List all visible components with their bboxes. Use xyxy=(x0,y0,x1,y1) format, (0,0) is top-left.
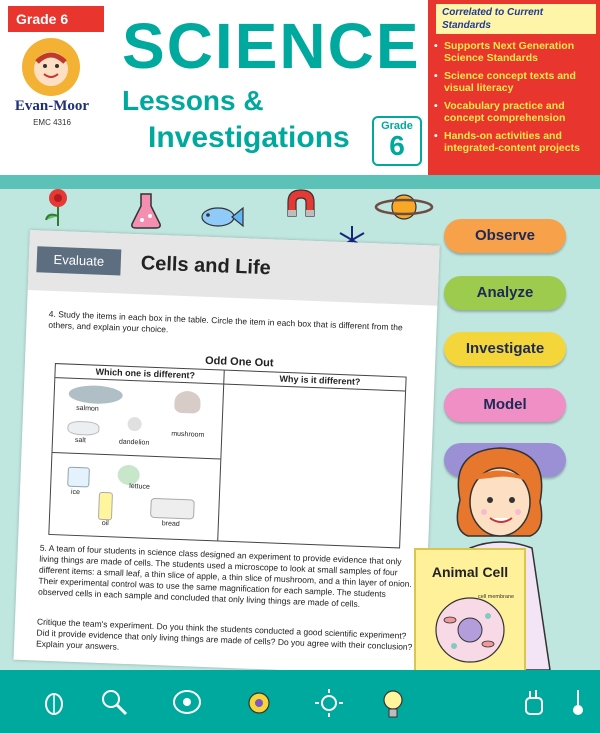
logo-face-icon xyxy=(34,52,68,86)
cell-diagram-icon xyxy=(430,590,510,670)
skill-pill-observe: Observe xyxy=(444,219,566,253)
table-row-divider xyxy=(52,452,220,459)
salt-image xyxy=(67,421,100,436)
question-4: 4. Study the items in each box in the table. Circle the item in each box that is different from the others, and explain your choice. xyxy=(48,308,403,335)
column-header: Why is it different? xyxy=(279,373,361,387)
feature-item xyxy=(434,70,598,98)
features-panel xyxy=(428,0,600,175)
feature-text: Vocabulary practice and concept comprehension xyxy=(444,100,566,124)
bullet-icon: • xyxy=(434,130,438,142)
magnet-icon xyxy=(284,188,318,218)
column-header: Which one is different? xyxy=(95,366,196,381)
worksheet-title: Cells and Life xyxy=(140,252,272,280)
odd-one-out-table xyxy=(48,363,406,548)
question-5: 5. A team of four students in science class designed an experiment to provide evidence that only living things are made of cells. The students used a microscope to look at small samples of four different items: a small leaf, a thin slice of apple, a thin slice of mushroom, and a thin layer of onion. Their experimental control was to use the same magnification for each sample. The students observed cells in each sample and concluded that only living things are made of cells. xyxy=(37,542,412,609)
table-column-divider xyxy=(217,371,225,541)
bug-icon xyxy=(40,688,68,716)
flower-icon xyxy=(40,186,76,226)
table-item: salmon xyxy=(76,404,99,413)
product-code: EMC 4316 xyxy=(33,118,71,127)
animal-cell-title: Animal Cell xyxy=(431,564,509,580)
table-caption: Odd One Out xyxy=(204,354,274,370)
evaluate-tab: Evaluate xyxy=(36,246,121,275)
feature-text: Supports Next Generation Science Standards xyxy=(444,40,575,64)
oil-image xyxy=(98,492,113,521)
flask-icon xyxy=(128,190,164,230)
bullet-icon: • xyxy=(434,100,438,112)
salmon-image xyxy=(68,385,123,405)
bullet-icon: • xyxy=(434,70,438,82)
publisher-logo xyxy=(10,38,94,130)
table-item: bread xyxy=(161,520,180,528)
grade-box-number: 6 xyxy=(389,130,405,161)
lightbulb-icon xyxy=(380,688,406,720)
subtitle-line2: Investigations xyxy=(148,121,350,154)
cell-icon xyxy=(172,688,202,716)
table-item: dandelion xyxy=(118,438,150,447)
dandelion-image xyxy=(127,417,142,432)
planet-icon xyxy=(374,190,434,224)
mushroom-image xyxy=(174,391,201,414)
skill-pill-model: Model xyxy=(444,388,566,422)
grade-box-label: Grade xyxy=(381,120,413,132)
grade-tab: Grade 6 xyxy=(8,6,104,32)
cell-label: cell membrane xyxy=(478,594,515,600)
grade-box xyxy=(372,116,422,166)
feature-item xyxy=(434,100,598,128)
question-5-critique: Critique the team's experiment. Do you think the students conducted a good scientific experiment? Did it provide evidence that only living things are made of cells? Do you agree with their conclusion? Explain your answers. xyxy=(35,616,413,652)
feature-item xyxy=(434,40,598,68)
skill-pill-investigate: Investigate xyxy=(444,332,566,366)
worksheet-page xyxy=(13,230,439,675)
gear-icon xyxy=(244,688,274,718)
subtitle-line1: Lessons & xyxy=(122,85,264,116)
book-title: SCIENCE xyxy=(122,10,421,82)
table-item: mushroom xyxy=(171,430,205,439)
skill-pill-analyze: Analyze xyxy=(444,276,566,310)
ice-image xyxy=(67,467,90,488)
publisher-name: Evan-Moor xyxy=(14,98,90,114)
teal-stripe xyxy=(0,175,600,189)
table-item: lettuce xyxy=(129,483,150,491)
feature-text: Science concept texts and visual literacy xyxy=(444,70,576,94)
bullet-icon: • xyxy=(434,40,438,52)
footer-band xyxy=(0,670,600,733)
table-item: oil xyxy=(101,519,109,528)
feature-item xyxy=(434,130,598,170)
table-item: ice xyxy=(70,488,81,497)
fish-icon xyxy=(198,204,244,230)
sun-icon xyxy=(314,688,344,718)
table-item: salt xyxy=(74,436,86,445)
hand-icon xyxy=(520,688,550,718)
bread-image xyxy=(150,498,195,520)
feature-text: Hands-on activities and integrated-content projects xyxy=(444,130,580,154)
features-heading: Correlated to Current Standards xyxy=(436,4,596,34)
dropper-icon xyxy=(566,688,590,718)
magnifier-icon xyxy=(100,688,128,716)
